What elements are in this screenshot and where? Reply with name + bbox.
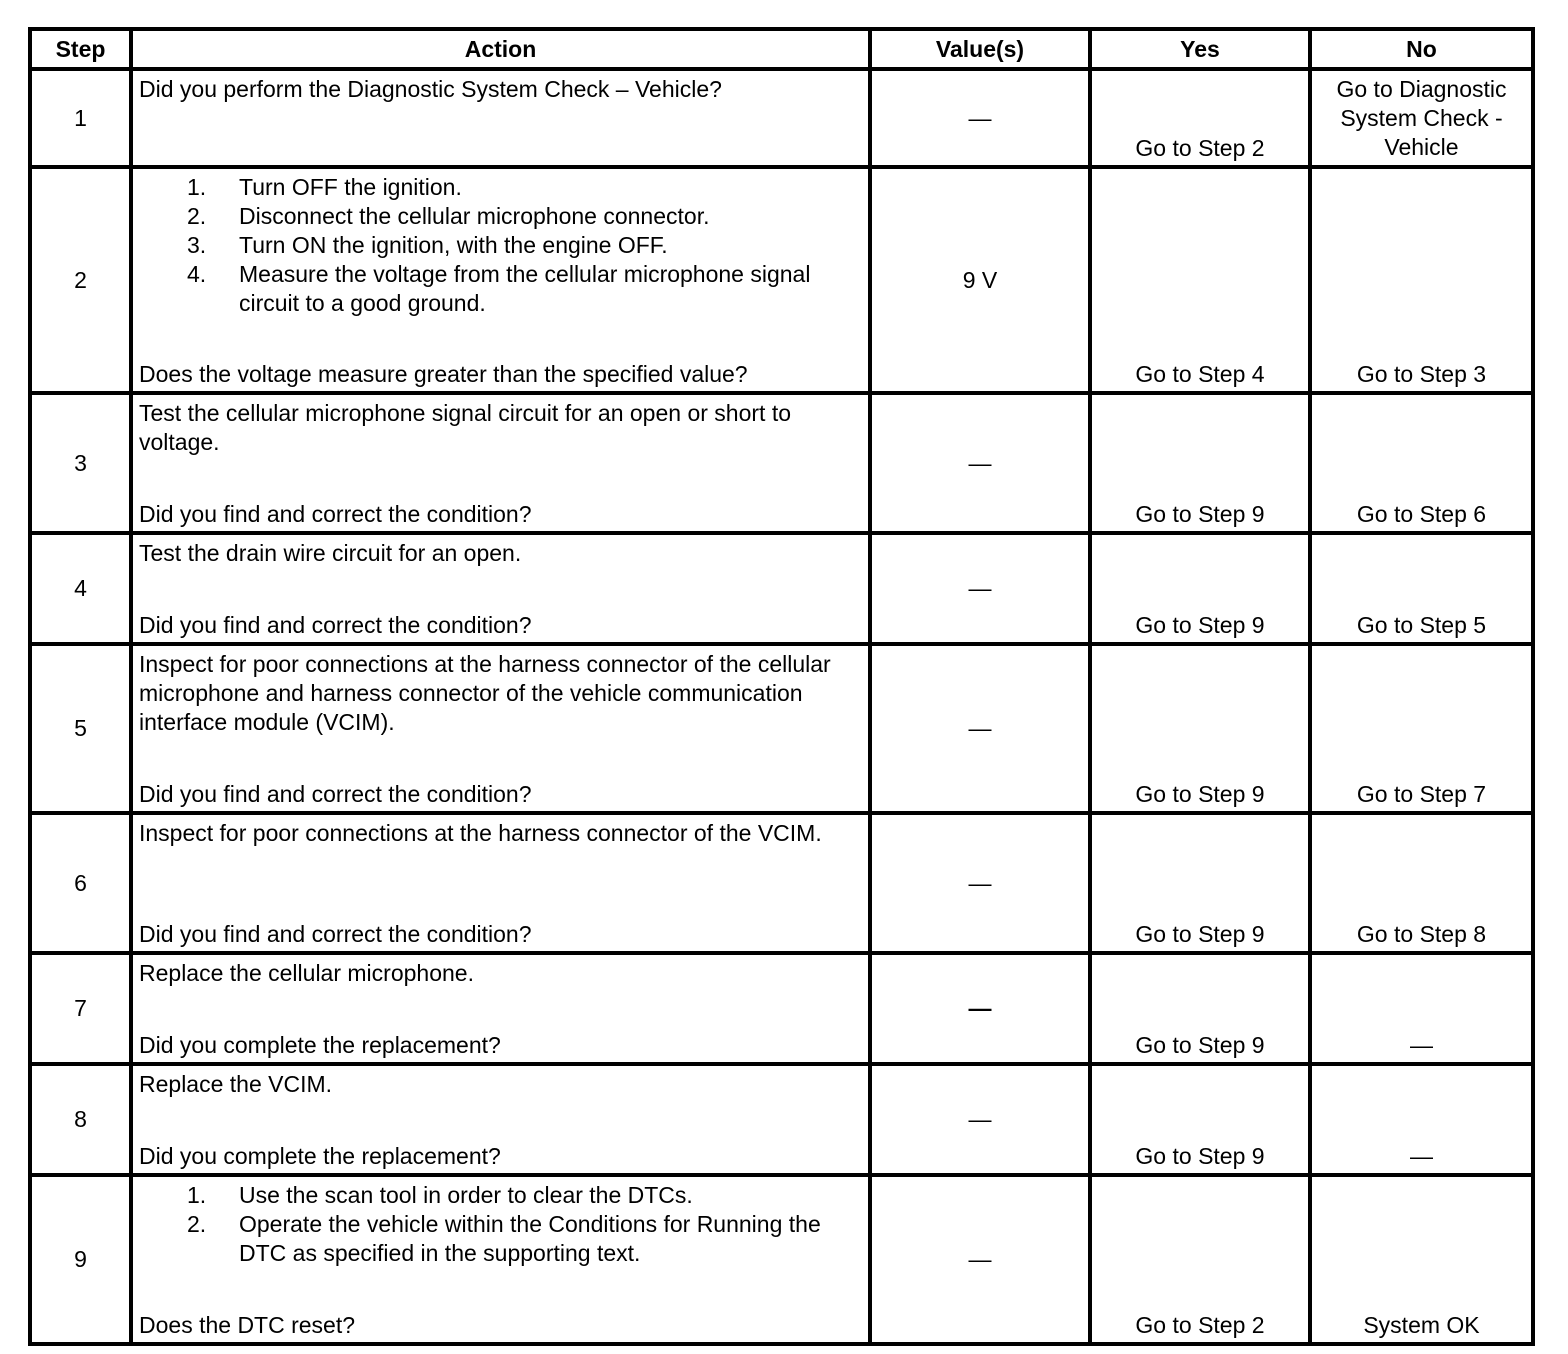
yes-cell: Go to Step 9 <box>1090 953 1310 1064</box>
value-cell: — <box>870 813 1090 953</box>
action-question: Did you complete the replacement? <box>139 1143 501 1169</box>
action-cell <box>131 533 870 644</box>
yes-cell: Go to Step 9 <box>1090 813 1310 953</box>
value-cell: — <box>870 953 1090 1064</box>
yes-cell: Go to Step 2 <box>1090 1175 1310 1344</box>
table-row <box>30 167 1533 393</box>
action-question: Does the DTC reset? <box>139 1312 356 1338</box>
action-question: Did you find and correct the condition? <box>139 921 532 947</box>
step-number: 4 <box>30 533 131 644</box>
value-cell: — <box>870 1064 1090 1175</box>
step-number: 2 <box>30 167 131 393</box>
action-text: Inspect for poor connections at the harness connector of the VCIM. <box>139 820 822 846</box>
no-cell: Go to Step 8 <box>1310 813 1533 953</box>
list-item <box>139 1210 862 1268</box>
list-item-text: Measure the voltage from the cellular microphone signal circuit to a good ground. <box>239 261 811 316</box>
list-item-number: 3. <box>187 232 207 258</box>
no-cell: Go to Diagnostic System Check - Vehicle <box>1310 69 1533 167</box>
step-number: 6 <box>30 813 131 953</box>
procedure-list <box>139 1181 862 1268</box>
table-row <box>30 533 1533 644</box>
header-step: Step <box>30 29 131 69</box>
diagnostic-table <box>28 27 1535 1346</box>
value-cell: — <box>870 533 1090 644</box>
no-cell: Go to Step 6 <box>1310 393 1533 533</box>
header-row <box>30 29 1533 69</box>
action-question: Did you find and correct the condition? <box>139 612 532 638</box>
list-item-number: 1. <box>187 1182 207 1208</box>
action-cell <box>131 167 870 393</box>
action-cell <box>131 1064 870 1175</box>
action-text: Replace the VCIM. <box>139 1071 333 1097</box>
step-number: 8 <box>30 1064 131 1175</box>
table-row <box>30 813 1533 953</box>
list-item-text: Disconnect the cellular microphone connector. <box>239 203 710 229</box>
yes-cell: Go to Step 9 <box>1090 1064 1310 1175</box>
step-number: 5 <box>30 644 131 813</box>
table-row <box>30 644 1533 813</box>
table-row <box>30 393 1533 533</box>
value-cell: — <box>870 393 1090 533</box>
table-row <box>30 1064 1533 1175</box>
list-item-number: 1. <box>187 174 207 200</box>
value-cell: — <box>870 644 1090 813</box>
action-cell <box>131 393 870 533</box>
header-no: No <box>1310 29 1533 69</box>
yes-cell: Go to Step 4 <box>1090 167 1310 393</box>
list-item-number: 2. <box>187 1211 207 1237</box>
value-cell: — <box>870 1175 1090 1344</box>
yes-cell: Go to Step 9 <box>1090 393 1310 533</box>
action-cell <box>131 813 870 953</box>
list-item <box>139 1181 862 1210</box>
list-item <box>139 260 862 318</box>
table-row <box>30 1175 1533 1344</box>
action-text: Test the drain wire circuit for an open. <box>139 540 522 566</box>
list-item <box>139 231 862 260</box>
yes-cell: Go to Step 2 <box>1090 69 1310 167</box>
table-row <box>30 69 1533 167</box>
no-cell: Go to Step 7 <box>1310 644 1533 813</box>
procedure-list <box>139 173 862 318</box>
action-question: Did you find and correct the condition? <box>139 501 532 527</box>
list-item-number: 4. <box>187 261 207 287</box>
action-cell <box>131 69 870 167</box>
list-item-text: Operate the vehicle within the Conditions for Running the DTC as specified in the supporting text. <box>239 1211 821 1266</box>
step-number: 3 <box>30 393 131 533</box>
action-question: Did you find and correct the condition? <box>139 781 532 807</box>
yes-cell: Go to Step 9 <box>1090 644 1310 813</box>
action-cell <box>131 644 870 813</box>
list-item-text: Use the scan tool in order to clear the DTCs. <box>239 1182 693 1208</box>
action-text: Test the cellular microphone signal circuit for an open or short to voltage. <box>139 400 791 455</box>
no-cell: Go to Step 5 <box>1310 533 1533 644</box>
header-yes: Yes <box>1090 29 1310 69</box>
list-item-text: Turn ON the ignition, with the engine OFF. <box>239 232 668 258</box>
list-item-text: Turn OFF the ignition. <box>239 174 462 200</box>
step-number: 9 <box>30 1175 131 1344</box>
header-action: Action <box>131 29 870 69</box>
step-number: 1 <box>30 69 131 167</box>
no-cell: — <box>1310 953 1533 1064</box>
list-item-number: 2. <box>187 203 207 229</box>
table-row <box>30 953 1533 1064</box>
step-number: 7 <box>30 953 131 1064</box>
yes-cell: Go to Step 9 <box>1090 533 1310 644</box>
list-item <box>139 202 862 231</box>
value-cell: — <box>870 69 1090 167</box>
action-cell <box>131 953 870 1064</box>
list-item <box>139 173 862 202</box>
action-question: Does the voltage measure greater than the specified value? <box>139 361 748 387</box>
no-cell: Go to Step 3 <box>1310 167 1533 393</box>
action-text: Inspect for poor connections at the harness connector of the cellular microphone and harness connector of the vehicle communication interface module (VCIM). <box>139 651 831 735</box>
no-cell: — <box>1310 1064 1533 1175</box>
action-question: Did you complete the replacement? <box>139 1032 501 1058</box>
action-text: Did you perform the Diagnostic System Check – Vehicle? <box>139 76 722 102</box>
header-values: Value(s) <box>870 29 1090 69</box>
no-cell: System OK <box>1310 1175 1533 1344</box>
value-cell: 9 V <box>870 167 1090 393</box>
action-cell <box>131 1175 870 1344</box>
action-text: Replace the cellular microphone. <box>139 960 474 986</box>
